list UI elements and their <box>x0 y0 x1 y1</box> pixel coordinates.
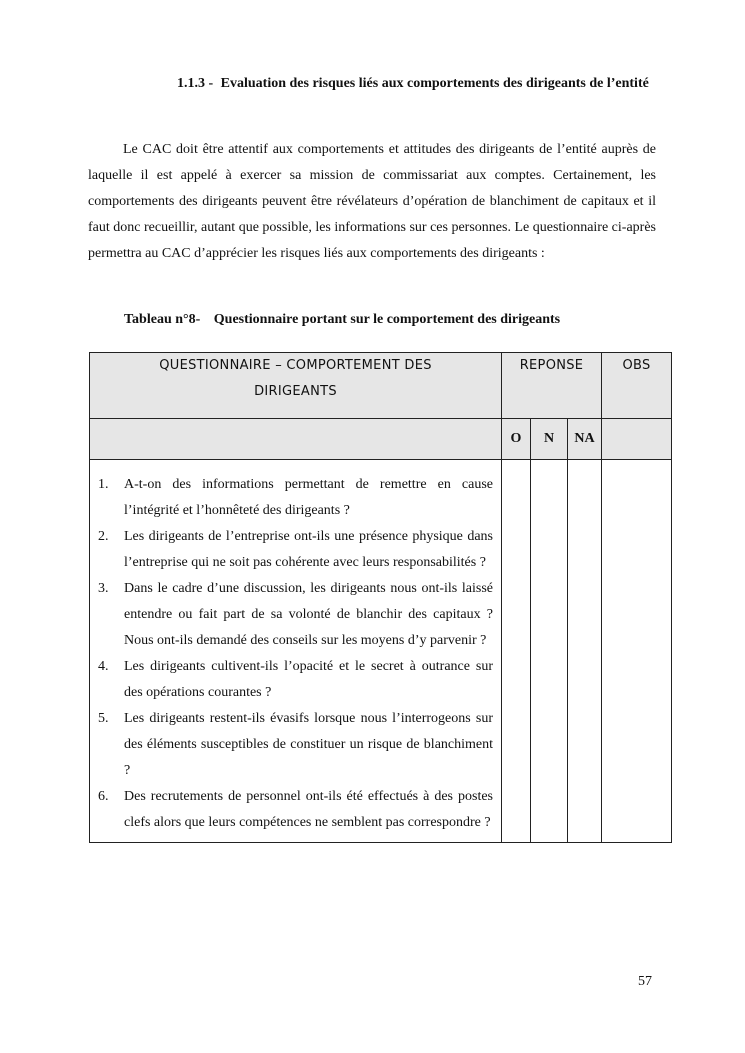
subheader-obs-empty <box>602 419 672 460</box>
question-text: Les dirigeants restent-ils évasifs lorsque nous l’interrogeons sur des éléments susceptibles de constituer un risque de blanchiment ? <box>124 711 493 778</box>
subheader-na: NA <box>568 419 602 460</box>
questions-cell <box>90 460 502 843</box>
obs-cell[interactable] <box>602 460 672 843</box>
table-caption <box>124 310 560 330</box>
subheader-o: O <box>502 419 531 460</box>
questionnaire-table <box>89 352 672 843</box>
question-item <box>98 576 493 654</box>
question-text: A-t-on des informations permettant de remettre en cause l’intégrité et l’honnêteté des dirigeants ? <box>124 477 493 518</box>
table-header-row <box>90 353 672 419</box>
question-text: Des recrutements de personnel ont-ils été effectués à des postes clefs alors que leurs compétences ne semblent pas correspondre ? <box>124 789 493 830</box>
header-reponse: REPONSE <box>502 353 602 419</box>
header-questionnaire: QUESTIONNAIRE – COMPORTEMENT DES DIRIGEANTS <box>90 353 502 419</box>
questions-list <box>90 460 501 842</box>
question-text: Dans le cadre d’une discussion, les dirigeants nous ont-ils laissé entendre ou fait part de sa volonté de blanchir des capitaux ? Nous ont-ils demandé des conseils sur les moyens d’y parvenir ? <box>124 581 493 648</box>
table-subheader-row <box>90 419 672 460</box>
subheader-n: N <box>531 419 568 460</box>
answer-o-cell[interactable] <box>502 460 531 843</box>
section-title: Evaluation des risques liés aux comportements des dirigeants de l’entité <box>220 76 649 91</box>
question-text: Les dirigeants de l’entreprise ont-ils une présence physique dans l’entreprise qui ne soit pas cohérente avec leurs responsabilités ? <box>124 529 493 570</box>
question-number: 3. <box>98 581 109 596</box>
question-item <box>98 654 493 706</box>
question-item <box>98 472 493 524</box>
question-number: 5. <box>98 711 109 726</box>
question-number: 2. <box>98 529 109 544</box>
question-item <box>98 784 493 836</box>
table-caption-label: Tableau n°8- <box>124 312 201 327</box>
question-number: 4. <box>98 659 109 674</box>
question-number: 1. <box>98 477 109 492</box>
question-item <box>98 706 493 784</box>
section-number: 1.1.3 - <box>177 76 214 91</box>
table-body-row <box>90 460 672 843</box>
question-number: 6. <box>98 789 109 804</box>
answer-n-cell[interactable] <box>531 460 568 843</box>
section-heading <box>177 71 657 97</box>
question-item <box>98 524 493 576</box>
answer-na-cell[interactable] <box>568 460 602 843</box>
question-text: Les dirigeants cultivent-ils l’opacité et le secret à outrance sur des opérations courantes ? <box>124 659 493 700</box>
intro-paragraph: Le CAC doit être attentif aux comportements et attitudes des dirigeants de l’entité auprès de laquelle il est appelé à exercer sa mission de commissariat aux comptes. Certainement, les comportements des dirigeants peuvent être révélateurs d’opération de blanchiment de capitaux et il faut donc recueillir, autant que possible, les informations sur ces personnes. Le questionnaire ci-après permettra au CAC d’apprécier les risques liés aux comportements des dirigeants : <box>88 142 656 261</box>
subheader-empty <box>90 419 502 460</box>
page-number: 57 <box>638 974 652 989</box>
table-caption-text: Questionnaire portant sur le comportement des dirigeants <box>213 312 561 327</box>
header-obs: OBS <box>602 353 672 419</box>
